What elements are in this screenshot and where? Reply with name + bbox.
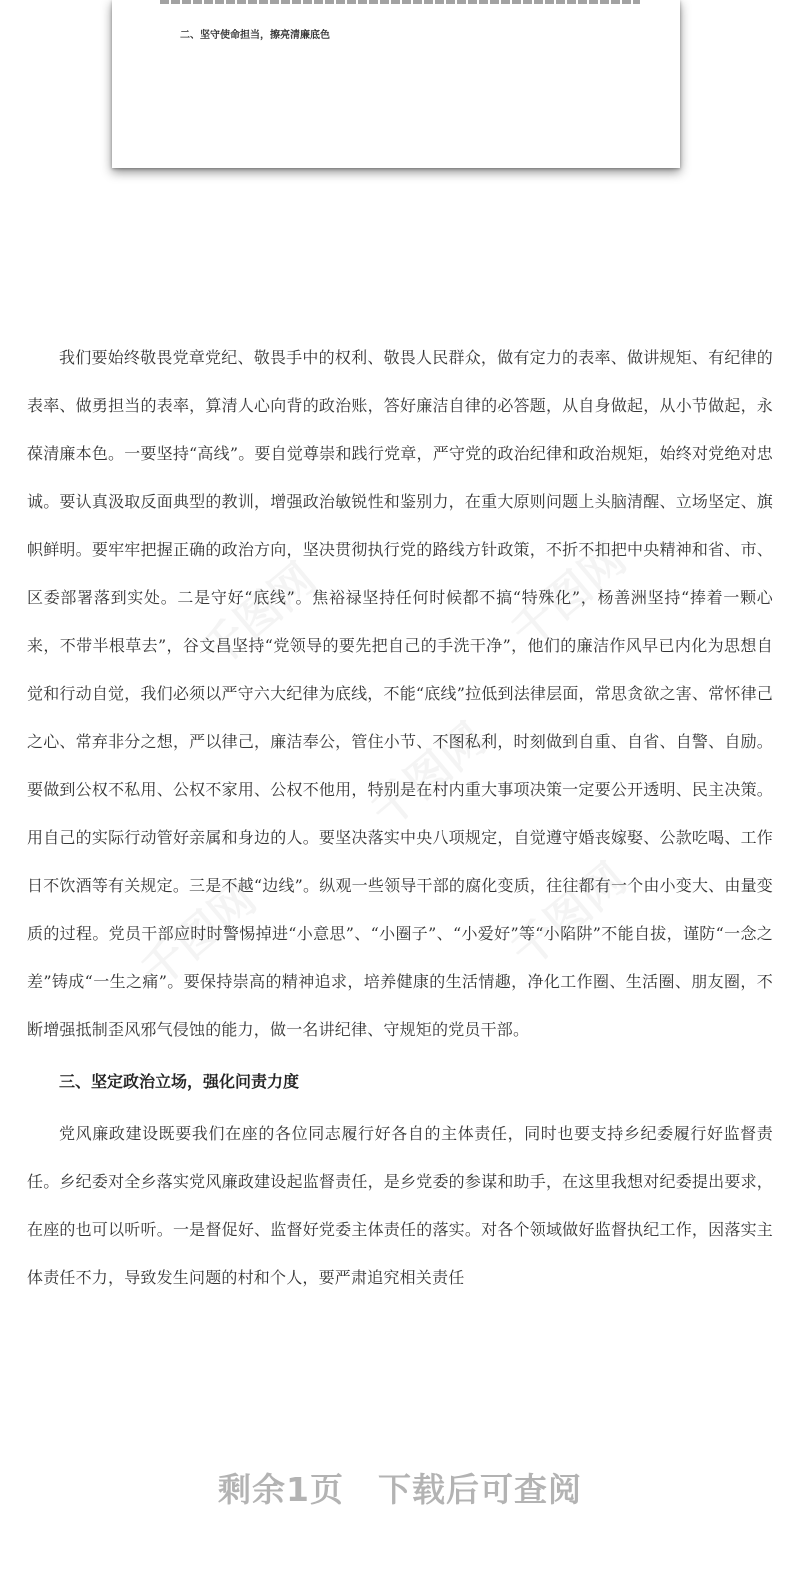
- section-heading: 三、坚定政治立场，强化问责力度: [59, 1072, 300, 1091]
- watermark-text: 千图网: [131, 873, 266, 998]
- document-body: [27, 334, 773, 1302]
- remaining-pages-banner[interactable]: 剩余1页 下载后可查阅: [218, 1470, 582, 1509]
- body-paragraph: 党风廉政建设既要我们在座的各位同志履行好各自的主体责任，同时也要支持乡纪委履行好监督责任。乡纪委对全乡落实党风廉政建设起监督责任，是乡党委的参谋和助手，在这里我想对纪委提出要求，在座的也可以听听。一是督促好、监督好党委主体责任的落实。对各个领域做好监督执纪工作，因落实主体责任不力，导致发生问题的村和个人，要严肃追究相关责任: [27, 1124, 773, 1287]
- body-paragraph: 我们要始终敬畏党章党纪、敬畏手中的权利、敬畏人民群众，做有定力的表率、做讲规矩、有纪律的表率、做勇担当的表率，算清人心向背的政治账，答好廉洁自律的必答题，从自身做起，从小节做起，永葆清廉本色。一要坚持“高线”。要自觉尊崇和践行党章，严守党的政治纪律和政治规矩，始终对党绝对忠诚。要认真汲取反面典型的教训，增强政治敏锐性和鉴别力，在重大原则问题上头脑清醒、立场坚定、旗帜鲜明。要牢牢把握正确的政治方向，坚决贯彻执行党的路线方针政策，不折不扣把中央精神和省、市、区委部署落到实处。二是守好“底线”。焦裕禄坚持任何时候都不搞“特殊化”，杨善洲坚持“捧着一颗心来，不带半根草去”，谷文昌坚持“党领导的要先把自己的手洗干净”，他们的廉洁作风早已内化为思想自觉和行动自觉，我们必须以严守六大纪律为底线，不能“底线”拉低到法律层面，常思贪欲之害、常怀律己之心、常弃非分之想，严以律己，廉洁奉公，管住小节、不图私利，时刻做到自重、自省、自警、自励。要做到公权不私用、公权不家用、公权不他用，特别是在村内重大事项决策一定要公开透明、民主决策。用自己的实际行动管好亲属和身边的人。要坚决落实中央八项规定，自觉遵守婚丧嫁娶、公款吃喝、工作日不饮酒等有关规定。三是不越“边线”。纵观一些领导干部的腐化变质，往往都有一个由小变大、由量变质的过程。党员干部应时时警惕掉进“小意思”、“小圈子”、“小爱好”等“小陷阱”不能自拔，谨防“一念之差”铸成“一生之痛”。要保持崇高的精神追求，培养健康的生活情趣，净化工作圈、生活圈、朋友圈，不断增强抵制歪风邪气侵蚀的能力，做一名讲纪律、守规矩的党员干部。: [27, 348, 773, 1039]
- watermark-text: 千图网: [361, 713, 496, 838]
- page-preview-card: [112, 0, 680, 168]
- watermark-text: 千图网: [501, 533, 636, 658]
- watermark-text: 千图网: [501, 853, 636, 978]
- watermark-text: 千图网: [191, 553, 326, 678]
- preview-cropped-text-line: [160, 0, 640, 4]
- preview-heading: 二、坚守使命担当，擦亮清廉底色: [180, 30, 330, 41]
